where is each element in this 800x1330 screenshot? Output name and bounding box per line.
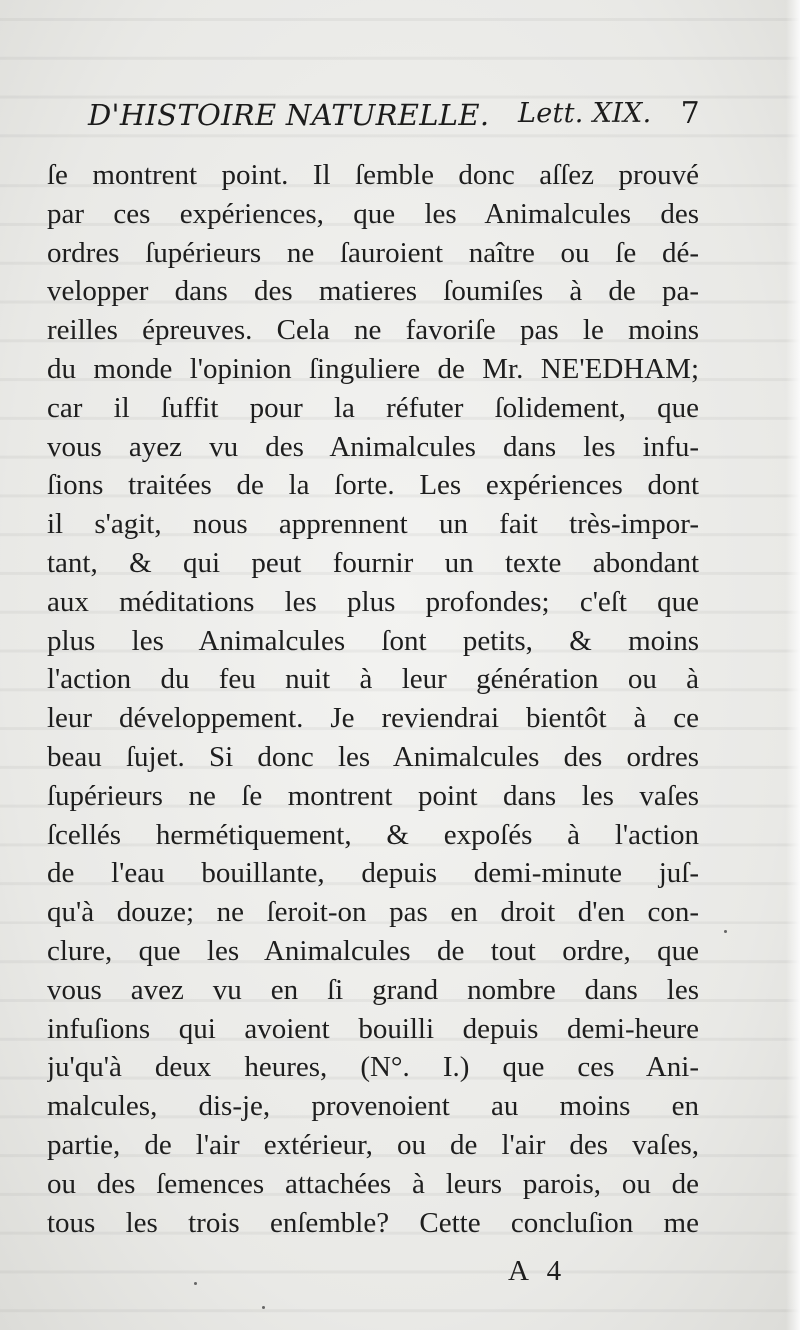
text-line: clure, que les Animalcules de tout ordre, que [47,934,699,967]
text-line: leur développement. Je reviendrai bientôt à ce [47,702,699,735]
text-line: de l'eau bouillante, depuis demi-minute juſ- [47,857,699,890]
ink-speck [262,1306,265,1309]
body-text [47,156,699,1242]
text-line: velopper dans des matieres ſoumiſes à de pa- [47,275,699,308]
text-line: du monde l'opinion ſinguliere de Mr. NE'EDHAM; [47,352,699,385]
text-line: infuſions qui avoient bouilli depuis demi-heure [47,1012,699,1045]
text-line: vous ayez vu des Animalcules dans les infu- [47,430,699,463]
text-line: tant, & qui peut fournir un texte abondant [47,546,699,579]
text-line: reilles épreuves. Cela ne favoriſe pas le moins [47,314,699,347]
text-line: ju'qu'à deux heures, (N°. I.) que ces Ani- [47,1051,699,1084]
text-line: ſions traitées de la ſorte. Les expériences dont [47,469,699,502]
signature-mark: A 4 [508,1255,568,1287]
text-line: ſe montrent point. Il ſemble donc aſſez prouvé [47,159,699,191]
running-header [88,98,700,142]
text-line: il s'agit, nous apprennent un fait très-impor- [47,508,699,541]
page-number: 7 [680,96,700,131]
text-line: ſupérieurs ne ſe montrent point dans les vaſes [47,779,699,812]
text-line: partie, de l'air extérieur, ou de l'air des vaſes, [47,1128,699,1161]
text-line: ſcellés hermétiquement, & expoſés à l'action [47,818,699,851]
ink-speck [724,930,727,933]
header-title: D'HISTOIRE NATURELLE. [88,98,490,132]
text-line: car il ſuffit pour la réfuter ſolidement, que [47,391,699,424]
text-line: par ces expériences, que les Animalcules des [47,197,699,230]
text-line: ordres ſupérieurs ne ſauroient naître ou ſe dé- [47,236,699,269]
text-line: tous les trois enſemble? Cette concluſion me [47,1206,699,1239]
page-edge [786,0,800,1330]
text-line: l'action du feu nuit à leur génération ou à [47,663,699,696]
text-line: ou des ſemences attachées à leurs parois, ou de [47,1167,699,1200]
text-line: aux méditations les plus profondes; c'eſt que [47,585,699,618]
text-line: vous avez vu en ſi grand nombre dans les [47,973,699,1006]
ink-speck [194,1282,197,1285]
text-line: beau ſujet. Si donc les Animalcules des ordres [47,740,699,773]
text-line: plus les Animalcules ſont petits, & moins [47,624,699,657]
text-line: malcules, dis-je, provenoient au moins en [47,1090,699,1123]
header-letter: Lett. XIX. [518,98,652,129]
text-line: qu'à douze; ne ſeroit-on pas en droit d'en con- [47,896,699,929]
